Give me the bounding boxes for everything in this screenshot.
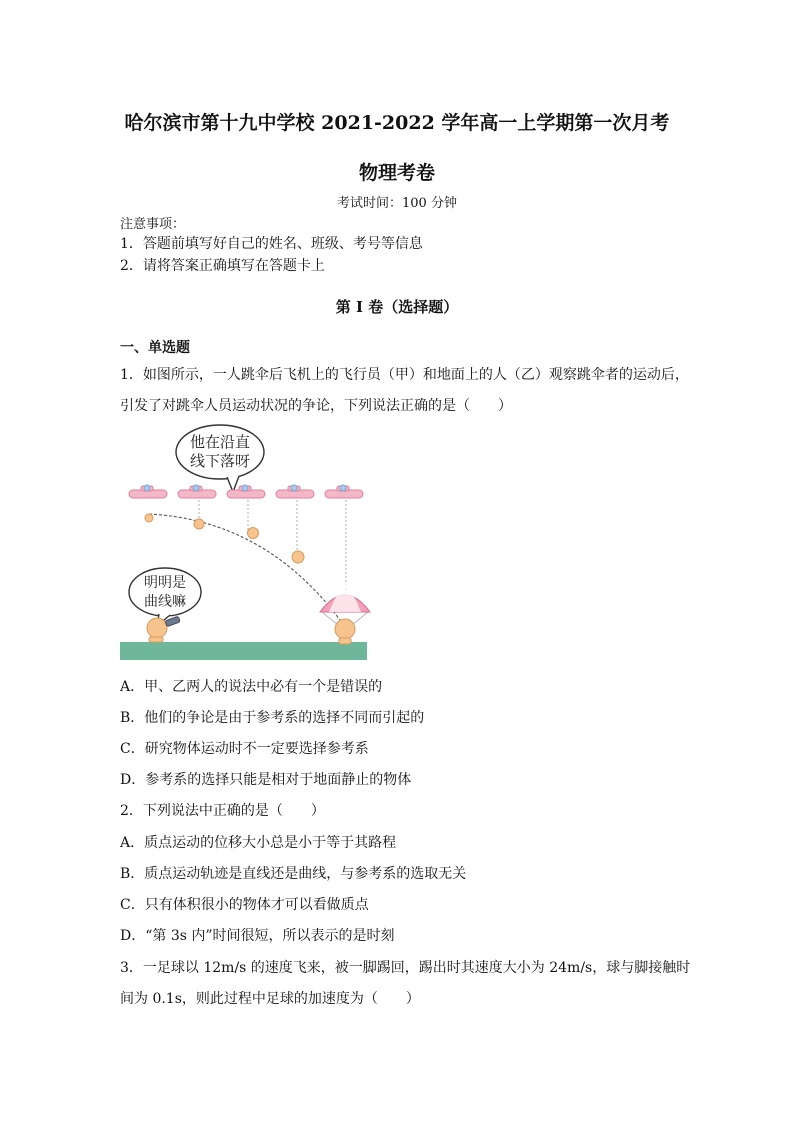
q1-option-d: D．参考系的选择只能是相对于地面静止的物体 — [120, 772, 412, 788]
observer-icon — [147, 616, 180, 642]
jumper-icon — [248, 528, 259, 539]
airplane-icon — [178, 485, 216, 498]
q2-option-b: B．质点运动轨迹是直线还是曲线，与参考系的选取无关 — [120, 866, 467, 882]
bubble-top-line1: 他在沿直 — [189, 433, 251, 451]
airplane-icon — [325, 485, 363, 498]
airplane-row — [129, 485, 363, 498]
q1-figure — [115, 420, 375, 665]
q2-option-c: C．只有体积很小的物体才可以看做质点 — [120, 897, 369, 913]
q1-stem-line-2: 引发了对跳伞人员运动状况的争论，下列说法正确的是（ ） — [120, 398, 512, 414]
q3-stem-line-1: 3．一足球以 12m/s 的速度飞来，被一脚踢回，踢出时其速度大小为 24m/s，球与脚接触时 — [120, 960, 691, 976]
notice-item-1: 1．答题前填写好自己的姓名、班级、考号等信息 — [120, 236, 423, 252]
q1-option-b: B．他们的争论是由于参考系的选择不同而引起的 — [120, 710, 425, 726]
q1-option-c: C．研究物体运动时不一定要选择参考系 — [120, 741, 369, 757]
q2-option-d: D．“第 3s 内”时间很短，所以表示的是时刻 — [120, 928, 395, 944]
drop-lines — [199, 500, 346, 595]
jumper-icon — [145, 514, 153, 522]
notice-heading: 注意事项： — [120, 217, 186, 232]
q3-stem-line-2: 间为 0.1s，则此过程中足球的加速度为（ ） — [120, 991, 420, 1007]
exam-time: 考试时间：100 分钟 — [337, 196, 457, 211]
airplane-icon — [129, 485, 167, 498]
ground — [120, 642, 367, 660]
jumper-icons — [145, 514, 304, 563]
q2-stem: 2．下列说法中正确的是（ ） — [120, 803, 325, 819]
exam-title: 哈尔滨市第十九中学校 2021-2022 学年高一上学期第一次月考 — [124, 112, 670, 134]
airplane-icon — [276, 485, 314, 498]
jumper-icon — [292, 551, 304, 563]
exam-subtitle: 物理考卷 — [358, 162, 435, 184]
speech-bubble-top — [176, 425, 264, 492]
bubble-bottom-line2: 曲线嘛 — [144, 594, 186, 610]
parachute-icon — [320, 582, 370, 644]
volume-title: 第 I 卷（选择题） — [335, 298, 459, 316]
bubble-top-line2: 线下落呀 — [189, 452, 251, 470]
q1-option-a: A．甲、乙两人的说法中必有一个是错误的 — [120, 679, 383, 695]
speech-bubble-bottom — [129, 568, 201, 626]
q1-stem-line-1: 1．如图所示，一人跳伞后飞机上的飞行员（甲）和地面上的人（乙）观察跳伞者的运动后， — [120, 367, 689, 383]
jumper-icon — [194, 519, 204, 529]
part-title: 一、单选题 — [120, 340, 190, 356]
notice-item-2: 2．请将答案正确填写在答题卡上 — [120, 258, 325, 274]
q2-option-a: A．质点运动的位移大小总是小于等于其路程 — [120, 835, 397, 851]
bubble-bottom-line1: 明明是 — [144, 575, 186, 591]
